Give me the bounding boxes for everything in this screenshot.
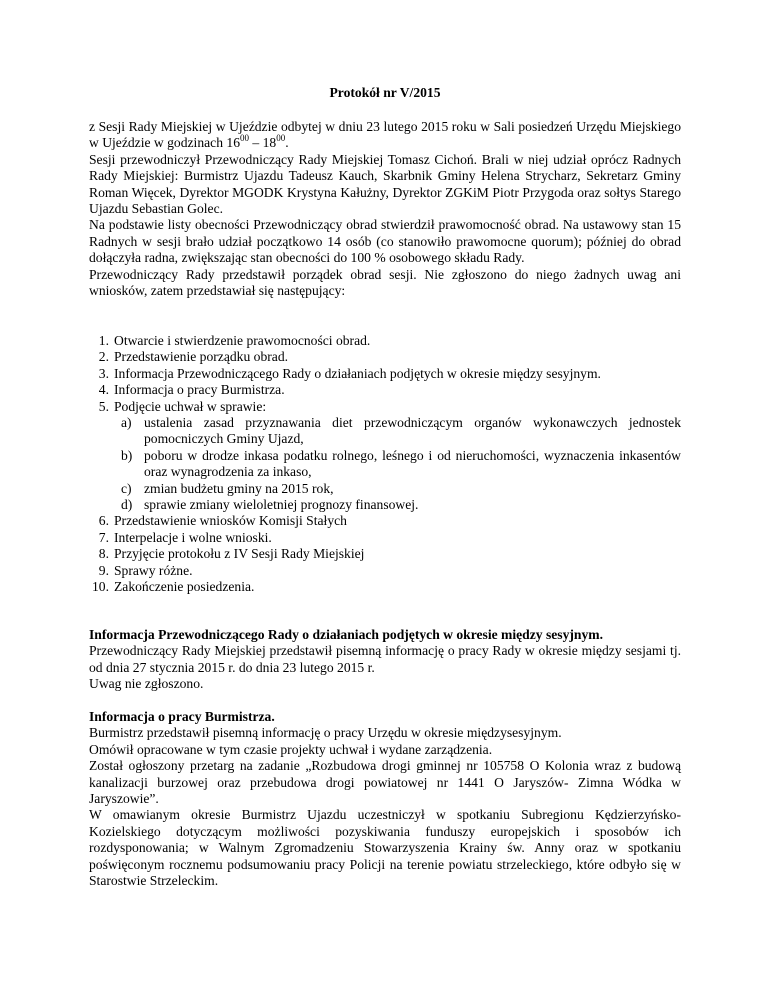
agenda-item-number: 2.: [98, 349, 109, 365]
agenda-subitem-text: zmian budżetu gminy na 2015 rok,: [144, 480, 334, 496]
intro-section: [89, 119, 681, 299]
document-title: Protokół nr V/2015: [329, 85, 441, 100]
agenda-item-text: Sprawy różne.: [114, 562, 193, 578]
agenda-subitem: [89, 415, 681, 448]
agenda-item-text: Przedstawienie wniosków Komisji Stałych: [114, 513, 347, 529]
agenda-item-number: 8.: [98, 546, 109, 562]
agenda-subitem-letter: b): [121, 447, 133, 463]
agenda-item: [89, 513, 681, 529]
agenda-item-text: Interpelacje i wolne wnioski.: [114, 529, 272, 545]
session-text: z Sesji Rady Miejskiej w Ujeździe odbytej w dniu 23 lutego 2015 roku w Sali posiedzeń Urzędu Miejskiego w Ujeździe w godzinach 16: [89, 119, 681, 151]
agenda-item-text: Podjęcie uchwał w sprawie:: [114, 398, 267, 414]
agenda-item-number: 7.: [98, 529, 109, 545]
agenda-subitem: [89, 448, 681, 481]
agenda-subitem: [89, 481, 681, 497]
agenda-subitem: [89, 497, 681, 513]
chair-paragraph: Sesji przewodniczył Przewodniczący Rady Miejskiej Tomasz Cichoń. Brali w niej udział oprócz Radnych Rady Miejskiej: Burmistrz Ujazdu Tadeusz Kauch, Skarbnik Gminy Helena Strycharz, Sekretarz Gminy Roman Więcek, Dyrektor MGODK Krystyna Kałużny, Dyrektor ZGKiM Piotr Przygoda oraz sołtys Starego Ujazdu Sebastian Golec.: [89, 151, 681, 217]
time-end: .: [285, 135, 289, 151]
mayor-report-section: [89, 709, 681, 889]
agenda-item-text: Otwarcie i stwierdzenie prawomocności obrad.: [114, 333, 371, 348]
agenda-item: [89, 530, 681, 546]
chairman-report-heading: Informacja Przewodniczącego Rady o działaniach podjętych w okresie między sesyjnym.: [89, 627, 603, 642]
agenda-subitem-text: poboru w drodze inkasa podatku rolnego, leśnego i od nieruchomości, wyznaczenia inkasentów oraz wynagrodzenia za inkaso,: [144, 447, 681, 480]
agenda-list: [89, 333, 681, 596]
agenda-subitem-letter: d): [121, 497, 133, 513]
agenda-item-number: 5.: [98, 398, 109, 414]
time-start-sup: 00: [240, 133, 249, 144]
time-end-sup: 00: [276, 133, 286, 144]
session-info: [89, 119, 681, 152]
mayor-report-heading: Informacja o pracy Burmistrza.: [89, 709, 275, 724]
agenda-item: [89, 333, 681, 349]
mayor-report-line: Burmistrz przedstawił pisemną informację o pracy Urzędu w okresie międzysesyjnym.: [89, 725, 562, 741]
quorum-paragraph: Na podstawie listy obecności Przewodniczący obrad stwierdził prawomocność obrad. Na ustawowy stan 15 Radnych w sesji brało udział początkowo 14 osób (co stanowiło prawomocne quorum); później do obrad dołączyła radna, zwiększając stan obecności do 100 % osobowego składu Rady.: [89, 217, 681, 266]
agenda-item-number: 3.: [98, 365, 109, 381]
agenda-item: [89, 382, 681, 398]
agenda-subitem-letter: c): [121, 480, 132, 496]
agenda-item: [89, 546, 681, 562]
agenda-subitem-text: ustalenia zasad przyznawania diet przewodniczącym organów wykonawczych jednostek pomocniczych Gminy Ujazd,: [144, 415, 681, 447]
chairman-report-text: Przewodniczący Rady Miejskiej przedstawił pisemną informację o pracy Rady w okresie między sesjami tj. od dnia 27 stycznia 2015 r. do dnia 23 lutego 2015 r.: [89, 643, 681, 675]
agenda-item-text: Informacja Przewodniczącego Rady o działaniach podjętych w okresie między sesyjnym.: [114, 365, 601, 381]
agenda-item: [89, 579, 681, 595]
agenda-item-text: Informacja o pracy Burmistrza.: [114, 382, 285, 398]
agenda-item-number: 9.: [98, 562, 109, 578]
agenda-item-number: 10.: [92, 579, 109, 595]
agenda-intro-paragraph: Przewodniczący Rady przedstawił porządek obrad sesji. Nie zgłoszono do niego żadnych uwag ani wniosków, zatem przedstawiał się następujący:: [89, 266, 681, 299]
mayor-report-tender: Został ogłoszony przetarg na zadanie „Rozbudowa drogi gminnej nr 105758 O Kolonia wraz z budową kanalizacji burzowej oraz przebudowa drogi powiatowej nr 1441 O Jaryszów- Zimna Wódka w Jaryszowie”.: [89, 758, 681, 807]
agenda-item-number: 4.: [98, 382, 109, 398]
agenda-item: [89, 349, 681, 365]
agenda-subitem-letter: a): [121, 415, 132, 431]
mayor-report-line: Omówił opracowane w tym czasie projekty uchwał i wydane zarządzenia.: [89, 741, 493, 757]
chairman-report-section: [89, 627, 681, 693]
time-separator: – 18: [249, 135, 277, 151]
agenda-item-text: Przyjęcie protokołu z IV Sesji Rady Miejskiej: [114, 546, 365, 562]
mayor-report-meetings: W omawianym okresie Burmistrz Ujazdu uczestniczył w spotkaniu Subregionu Kędzierzyńsko-Kozielskiego dotyczącym możliwości pozyskiwania funduszy europejskich i sposobów ich rozdysponowania; w Walnym Zgromadzeniu Stowarzyszenia Krainy św. Anny oraz w spotkaniu poświęconym rocznemu podsumowaniu pracy Policji na terenie powiatu strzeleckiego, które odbyło się w Starostwie Strzeleckim.: [89, 807, 681, 889]
agenda-item-number: 1.: [98, 333, 109, 348]
agenda-item: [89, 563, 681, 579]
agenda-item-text: Przedstawienie porządku obrad.: [114, 349, 289, 365]
agenda-subitem-text: sprawie zmiany wieloletniej prognozy finansowej.: [144, 497, 419, 513]
agenda-item: [89, 399, 681, 415]
chairman-report-remarks: Uwag nie zgłoszono.: [89, 676, 204, 692]
agenda-item: [89, 366, 681, 382]
agenda-item-number: 6.: [98, 513, 109, 529]
agenda-item-text: Zakończenie posiedzenia.: [114, 579, 255, 595]
